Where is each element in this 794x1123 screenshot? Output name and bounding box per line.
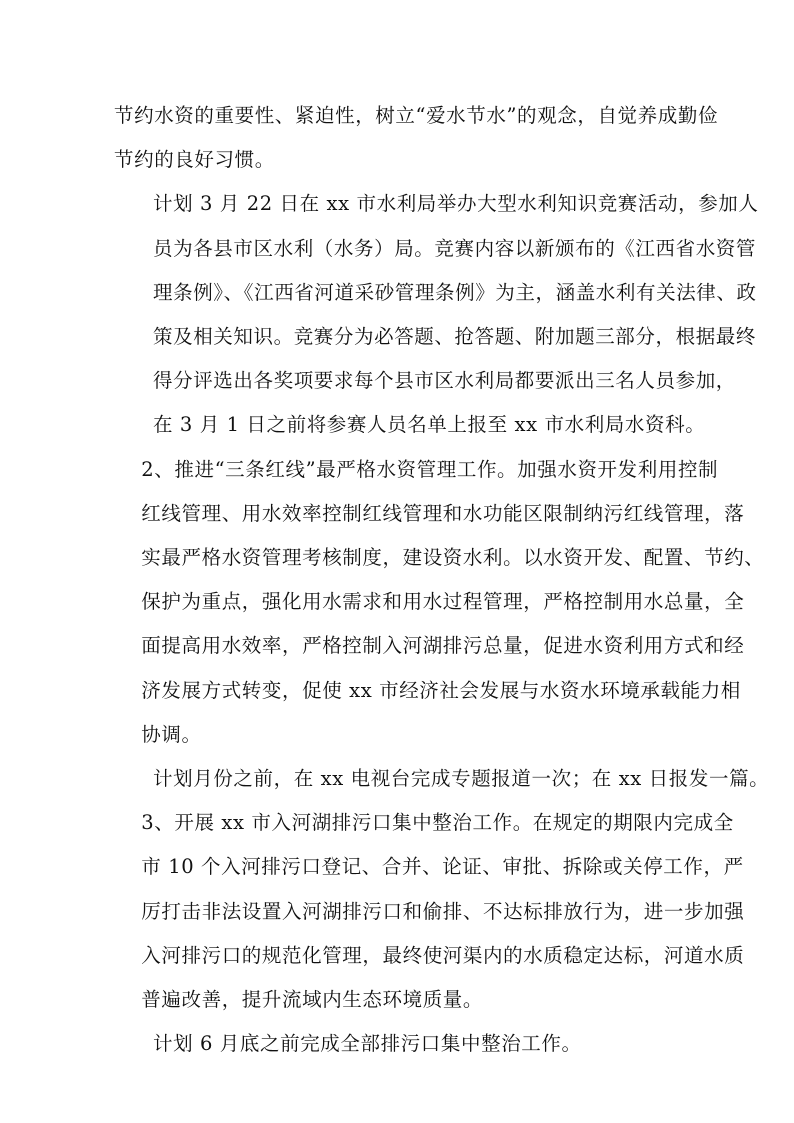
text-line: 3、开展 xx 市入河湖排污口集中整治工作。在规定的期限内完成全 xyxy=(141,811,734,835)
text-line: 面提高用水效率，严格控制入河湖排污总量，促进水资利用方式和经 xyxy=(141,634,745,658)
paragraph-knowledge-contest-plan xyxy=(114,182,759,447)
text-line: 员为各县市区水利（水务）局。竞赛内容以新颁布的《江西省水资管 xyxy=(153,236,757,260)
text-line: 计划 3 月 22 日在 xx 市水利局举办大型水利知识竞赛活动，参加人 xyxy=(153,192,759,216)
paragraph-outfall-deadline-plan xyxy=(114,1022,680,1066)
text-line: 2、推进“三条红线”最严格水资管理工作。加强水资开发利用控制 xyxy=(141,457,719,481)
text-line: 理条例》、《江西省河道采砂管理条例》为主，涵盖水利有关法律、政 xyxy=(153,280,757,304)
text-line: 红线管理、用水效率控制红线管理和水功能区限制纳污红线管理，落 xyxy=(141,501,745,525)
paragraph-three-red-lines xyxy=(114,448,765,757)
text-line: 计划 6 月底之前完成全部排污口集中整治工作。 xyxy=(153,1032,582,1056)
text-line: 济发展方式转变，促使 xx 市经济社会发展与水资水环境承载能力相 xyxy=(141,678,741,702)
paragraph-outfall-rectification xyxy=(114,801,745,1022)
text-line: 协调。 xyxy=(141,722,202,746)
text-line: 策及相关知识。竞赛分为必答题、抢答题、附加题三部分，根据最终 xyxy=(153,325,757,349)
text-line: 市 10 个入河排污口登记、合并、论证、审批、拆除或关停工作，严 xyxy=(141,855,744,879)
text-line: 普遍改善，提升流域内生态环境质量。 xyxy=(141,988,483,1012)
text-line: 得分评选出各奖项要求每个县市区水利局都要派出三名人员参加， xyxy=(153,369,736,393)
paragraph-water-saving-habit xyxy=(114,94,719,182)
text-line: 节约的良好习惯。 xyxy=(114,148,275,172)
text-line: 在 3 月 1 日之前将参赛人员名单上报至 xx 市水利局水资科。 xyxy=(153,413,706,437)
text-line: 厉打击非法设置入河湖排污口和偷排、不达标排放行为，进一步加强 xyxy=(141,899,745,923)
text-line: 节约水资的重要性、紧迫性，树立“爱水节水”的观念，自觉养成勤俭 xyxy=(114,104,719,127)
text-line: 计划月份之前，在 xx 电视台完成专题报道一次；在 xx 日报发一篇。 xyxy=(153,767,770,791)
text-line: 实最严格水资管理考核制度，建设资水利。以水资开发、配置、节约、 xyxy=(141,546,765,570)
document-body xyxy=(114,94,770,1066)
text-line: 保护为重点，强化用水需求和用水过程管理，严格控制用水总量，全 xyxy=(141,590,745,614)
text-line: 入河排污口的规范化管理，最终使河渠内的水质稳定达标，河道水质 xyxy=(141,943,745,967)
paragraph-media-report-plan xyxy=(114,757,770,801)
